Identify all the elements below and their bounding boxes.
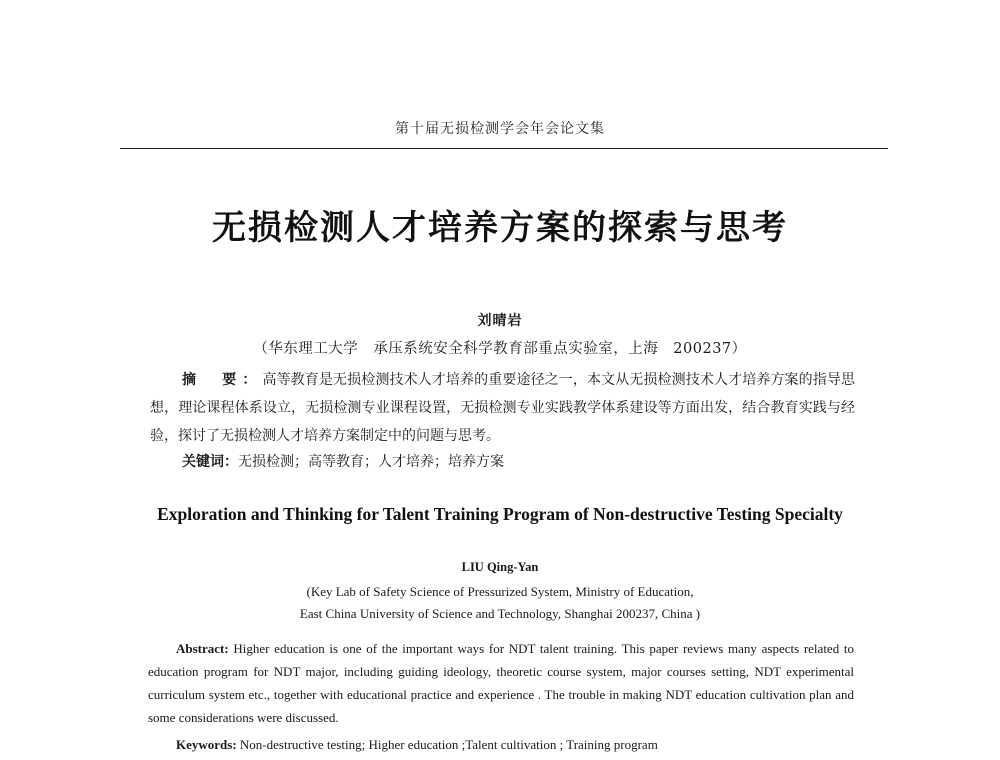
keywords-chinese-text: 无损检测；高等教育；人才培养；培养方案 — [238, 454, 504, 470]
keywords-chinese-label: 关键词： — [182, 454, 238, 470]
affiliation-chinese: （华东理工大学 承压系统安全科学教育部重点实验室，上海 200237） — [253, 341, 747, 357]
abstract-chinese-label: 摘 要： — [182, 372, 263, 388]
author-chinese: 刘晴岩 — [477, 313, 523, 329]
affiliation-english-line2: East China University of Science and Technology, Shanghai 200237, China ) — [299, 606, 701, 621]
abstract-chinese — [150, 366, 855, 450]
abstract-english — [148, 637, 854, 729]
abstract-english-text: Higher education is one of the important ways for NDT talent training. This paper reviews many aspects related to education program for NDT major, including guiding ideology, theoretic course system, major courses setting, NDT experimental curriculum system etc., together with educational practice and experience . The trouble in making NDT education cultivation plan and some considerations were discussed. — [148, 641, 854, 725]
abstract-english-label: Abstract: — [176, 641, 229, 656]
abstract-chinese-text: 高等教育是无损检测技术人才培养的重要途径之一，本文从无损检测技术人才培养方案的指导思想，理论课程体系设立，无损检测专业课程设置，无损检测专业实践教学体系建设等方面出发，结合教育实践与经验，探讨了无损检测人才培养方案制定中的问题与思考。 — [150, 372, 856, 444]
keywords-english — [176, 734, 856, 756]
title-english: Exploration and Thinking for Talent Training Program of Non-destructive Testing Specialty — [157, 504, 843, 524]
keywords-chinese — [182, 450, 862, 474]
title-chinese: 无损检测人才培养方案的探索与思考 — [212, 208, 788, 248]
keywords-english-text: Non-destructive testing; Higher education ;Talent cultivation ; Training program — [236, 737, 658, 752]
author-english: LIU Qing-Yan — [461, 560, 539, 574]
keywords-english-label: Keywords: — [176, 737, 237, 752]
header-rule — [120, 148, 888, 149]
affiliation-english-line1: (Key Lab of Safety Science of Pressurized System, Ministry of Education, — [306, 584, 694, 599]
running-head: 第十届无损检测学会年会论文集 — [395, 121, 605, 137]
